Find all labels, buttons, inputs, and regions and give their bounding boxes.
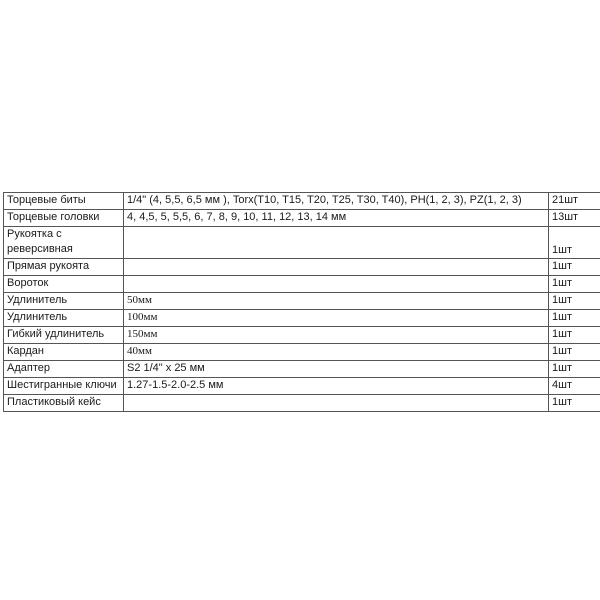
item-quantity-cell: 1шт (549, 227, 600, 259)
item-description-cell: 1.27-1.5-2.0-2.5 мм (124, 378, 549, 395)
table-row (4, 193, 600, 210)
item-name-cell: Адаптер (4, 361, 124, 378)
item-quantity-cell: 1шт (549, 327, 600, 344)
item-description-cell: 50мм (124, 293, 549, 310)
item-name-cell: Торцевые головки (4, 210, 124, 227)
item-name-cell: Удлинитель (4, 293, 124, 310)
table-row (4, 395, 600, 412)
item-name-cell: Вороток (4, 276, 124, 293)
item-name-cell: Кардан (4, 344, 124, 361)
item-description-cell: 40мм (124, 344, 549, 361)
item-description-cell: 4, 4,5, 5, 5,5, 6, 7, 8, 9, 10, 11, 12, 13, 14 мм (124, 210, 549, 227)
table-row (4, 344, 600, 361)
item-quantity-cell: 1шт (549, 310, 600, 327)
item-quantity-cell: 1шт (549, 395, 600, 412)
table-row (4, 227, 600, 259)
item-quantity-cell: 1шт (549, 293, 600, 310)
item-name-cell: Торцевые биты (4, 193, 124, 210)
table-row (4, 310, 600, 327)
item-name-cell: Пластиковый кейс (4, 395, 124, 412)
item-quantity-cell: 1шт (549, 361, 600, 378)
table-row (4, 293, 600, 310)
item-name-cell: Прямая рукоята (4, 259, 124, 276)
item-quantity-cell: 1шт (549, 344, 600, 361)
item-description-cell (124, 259, 549, 276)
item-description-cell: 150мм (124, 327, 549, 344)
item-description-cell (124, 227, 549, 259)
item-name-cell: Гибкий удлинитель (4, 327, 124, 344)
table-row (4, 361, 600, 378)
item-quantity-cell: 21шт (549, 193, 600, 210)
table-row (4, 276, 600, 293)
item-description-cell (124, 395, 549, 412)
item-quantity-cell: 1шт (549, 276, 600, 293)
item-quantity-cell: 13шт (549, 210, 600, 227)
item-quantity-cell: 1шт (549, 259, 600, 276)
item-description-cell (124, 276, 549, 293)
item-name-cell: Шестигранные ключи (4, 378, 124, 395)
item-description-cell: 1/4" (4, 5,5, 6,5 мм ), Torx(T10, T15, T20, T25, T30, T40), PH(1, 2, 3), PZ(1, 2, 3) (124, 193, 549, 210)
item-name-cell: Удлинитель (4, 310, 124, 327)
item-description-cell: S2 1/4" x 25 мм (124, 361, 549, 378)
item-description-cell: 100мм (124, 310, 549, 327)
item-name-cell: Рукоятка с реверсивная (4, 227, 124, 259)
item-quantity-cell: 4шт (549, 378, 600, 395)
table-row (4, 259, 600, 276)
table-row (4, 327, 600, 344)
table-row (4, 210, 600, 227)
table-row (4, 378, 600, 395)
specification-table (3, 192, 600, 412)
